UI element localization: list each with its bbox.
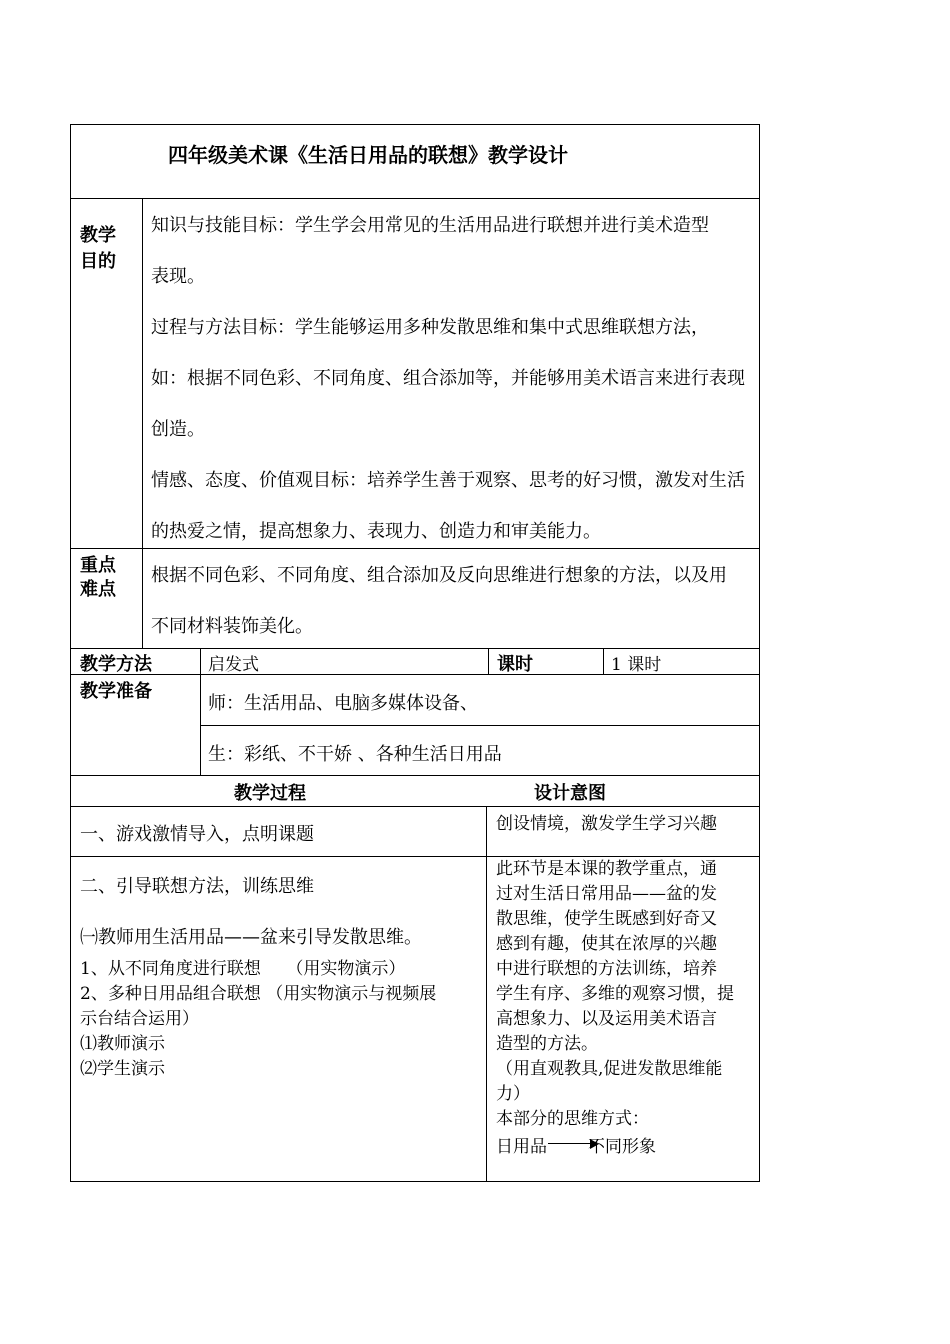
list-item: ⑵学生演示	[80, 1059, 165, 1079]
method-value: 启发式	[208, 655, 259, 675]
flow-from-label: 日用品	[496, 1137, 547, 1157]
preparation-student: 生：彩纸、不干娇 、各种生活日用品	[208, 744, 502, 765]
table-row-divider	[70, 198, 760, 199]
intent-line: 高想象力、以及运用美术语言	[496, 1009, 717, 1029]
intent-line: 本部分的思维方式：	[496, 1109, 649, 1129]
objective-line: 创造。	[151, 419, 205, 440]
key-point-line: 根据不同色彩、不同角度、组合添加及反向思维进行想象的方法，以及用	[151, 565, 727, 586]
intent-header: 设计意图	[534, 783, 606, 804]
table-col-divider	[200, 648, 201, 775]
page-title: 四年级美术课《生活日用品的联想》教学设计	[168, 143, 568, 167]
objectives-label: 教学	[80, 225, 116, 246]
key-points-text	[151, 550, 756, 652]
intent-line: 散思维，使学生既感到好奇又	[496, 909, 717, 929]
objective-line: 知识与技能目标：学生学会用常见的生活用品进行联想并进行美术造型	[151, 215, 709, 236]
step-one-text: 一、游戏激情导入，点明课题	[80, 824, 314, 845]
objectives-label: 目的	[80, 251, 116, 272]
table-row-divider	[70, 806, 760, 807]
objective-line: 的热爱之情，提高想象力、表现力、创造力和审美能力。	[151, 521, 601, 542]
intent-line: （用直观教具,促进发散思维能	[496, 1059, 723, 1079]
intent-line: 中进行联想的方法训练，培养	[496, 959, 717, 979]
key-point-line: 不同材料装饰美化。	[151, 616, 313, 637]
step-one-intent: 创设情境，激发学生学习兴趣	[496, 814, 717, 834]
flow-to-label: 不同形象	[588, 1137, 656, 1157]
table-col-divider	[486, 806, 487, 1182]
step-two-heading: 二、引导联想方法，训练思维	[80, 876, 314, 897]
list-item: ⑴教师演示	[80, 1034, 165, 1054]
step-two-subheading: ㈠教师用生活用品——盆来引导发散思维。	[80, 927, 422, 948]
method-label: 教学方法	[80, 654, 152, 675]
intent-line: 学生有序、多维的观察习惯，提	[496, 984, 734, 1004]
key-points-label: 重点	[80, 555, 116, 576]
preparation-teacher: 师：生活用品、电脑多媒体设备、	[208, 693, 478, 714]
objective-line: 如：根据不同色彩、不同角度、组合添加等，并能够用美术语言来进行表现	[151, 368, 745, 389]
intent-line: 此环节是本课的教学重点，通	[496, 859, 717, 879]
list-item: 1、从不同角度进行联想 （用实物演示）	[80, 959, 406, 979]
table-row-divider	[70, 775, 760, 776]
table-col-divider	[142, 198, 143, 648]
table-row-divider	[200, 725, 760, 726]
objectives-text	[151, 200, 756, 557]
list-item: 示台结合运用）	[80, 1009, 199, 1029]
step-two-items	[80, 957, 482, 1082]
list-item: 2、多种日用品组合联想 （用实物演示与视频展	[80, 984, 437, 1004]
hours-label: 课时	[497, 654, 533, 675]
objective-line: 情感、态度、价值观目标：培养学生善于观察、思考的好习惯，激发对生活	[151, 470, 745, 491]
objective-line: 表现。	[151, 266, 205, 287]
hours-value: 1 课时	[611, 655, 662, 675]
intent-line: 造型的方法。	[496, 1034, 598, 1054]
key-points-label: 难点	[80, 579, 116, 600]
flow-arrow-shaft	[548, 1143, 592, 1144]
intent-line: 过对生活日常用品——盆的发	[496, 884, 717, 904]
step-two-intent	[496, 857, 758, 1132]
process-header: 教学过程	[234, 783, 306, 804]
objective-line: 过程与方法目标：学生能够运用多种发散思维和集中式思维联想方法，	[151, 317, 709, 338]
preparation-label: 教学准备	[80, 681, 152, 702]
intent-line: 感到有趣，使其在浓厚的兴趣	[496, 934, 717, 954]
intent-line: 力）	[496, 1084, 530, 1104]
